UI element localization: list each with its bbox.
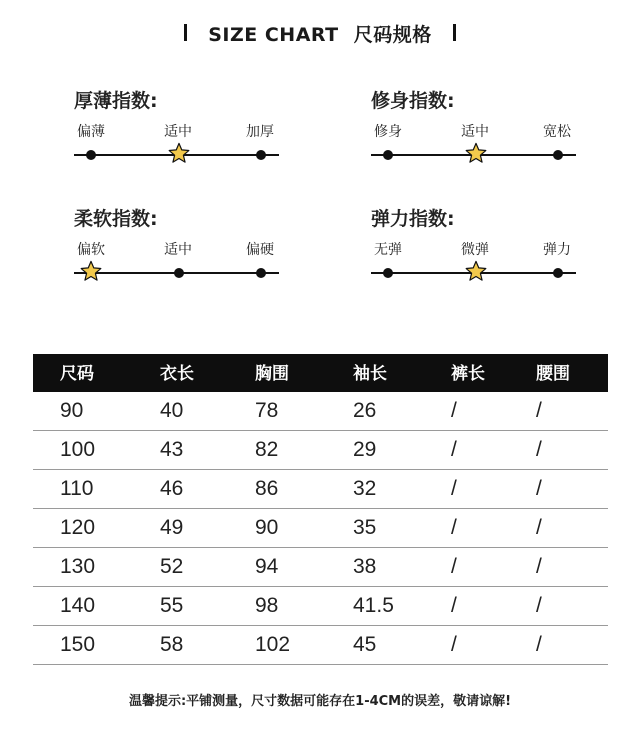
cell-length: 55 — [160, 594, 184, 617]
fit-option: 适中 — [461, 124, 489, 140]
header-length: 衣长 — [160, 364, 194, 384]
cell-sleeve: 35 — [353, 516, 377, 539]
cell-pants-length: / — [451, 516, 457, 539]
dot-icon — [256, 150, 266, 160]
dot-icon — [553, 268, 563, 278]
softness-option: 适中 — [164, 242, 192, 258]
cell-size: 150 — [60, 633, 96, 656]
cell-sleeve: 38 — [353, 555, 377, 578]
thickness-index — [74, 86, 284, 196]
header-chest: 胸围 — [255, 364, 289, 384]
star-icon — [168, 142, 190, 164]
dot-icon — [256, 268, 266, 278]
elasticity-option: 无弹 — [374, 242, 402, 258]
cell-waist: / — [536, 594, 542, 617]
elasticity-option: 弹力 — [543, 242, 571, 258]
cell-chest: 102 — [255, 633, 291, 656]
cell-waist: / — [536, 633, 542, 656]
cell-sleeve: 45 — [353, 633, 377, 656]
measurement-note: 温馨提示:平铺测量，尺寸数据可能存在1-4CM的误差，敬请谅解! — [128, 694, 512, 709]
cell-size: 100 — [60, 438, 96, 461]
cell-waist: / — [536, 477, 542, 500]
header-size: 尺码 — [60, 364, 94, 384]
softness-index-label: 柔软指数: — [74, 208, 158, 230]
star-icon — [465, 142, 487, 164]
size-table — [33, 354, 608, 665]
header-pants-length: 裤长 — [451, 364, 485, 384]
cell-length: 40 — [160, 399, 184, 422]
cell-sleeve: 26 — [353, 399, 377, 422]
softness-index — [74, 204, 284, 314]
title-cn: 尺码规格 — [353, 24, 432, 46]
star-icon — [80, 260, 102, 282]
table-body — [33, 392, 608, 665]
table-row — [33, 548, 608, 587]
star-icon — [465, 260, 487, 282]
cell-pants-length: / — [451, 594, 457, 617]
elasticity-index-label: 弹力指数: — [371, 208, 455, 230]
softness-option: 偏硬 — [246, 242, 274, 258]
dot-icon — [383, 150, 393, 160]
title-en: SIZE CHART — [208, 24, 339, 46]
table-row — [33, 626, 608, 665]
page-title — [0, 20, 640, 47]
size-chart-header — [0, 20, 640, 46]
fit-option: 修身 — [374, 124, 402, 140]
cell-pants-length: / — [451, 477, 457, 500]
cell-size: 90 — [60, 399, 84, 422]
table-row — [33, 587, 608, 626]
elasticity-index — [371, 204, 581, 314]
dot-icon — [174, 268, 184, 278]
table-header-row — [33, 354, 608, 392]
header-bar-right — [453, 24, 456, 41]
header-waist: 腰围 — [536, 364, 570, 384]
cell-size: 120 — [60, 516, 96, 539]
cell-length: 43 — [160, 438, 184, 461]
dot-icon — [383, 268, 393, 278]
cell-chest: 90 — [255, 516, 279, 539]
elasticity-option: 微弹 — [461, 242, 489, 258]
cell-waist: / — [536, 438, 542, 461]
cell-chest: 86 — [255, 477, 279, 500]
fit-option: 宽松 — [543, 124, 571, 140]
cell-pants-length: / — [451, 555, 457, 578]
cell-sleeve: 32 — [353, 477, 377, 500]
cell-chest: 98 — [255, 594, 279, 617]
cell-length: 58 — [160, 633, 184, 656]
cell-size: 130 — [60, 555, 96, 578]
dot-icon — [86, 150, 96, 160]
table-row — [33, 392, 608, 431]
cell-chest: 78 — [255, 399, 279, 422]
thickness-option: 加厚 — [246, 124, 274, 140]
header-sleeve: 袖长 — [353, 364, 387, 384]
cell-length: 49 — [160, 516, 184, 539]
cell-sleeve: 29 — [353, 438, 377, 461]
cell-length: 52 — [160, 555, 184, 578]
table-row — [33, 431, 608, 470]
cell-chest: 82 — [255, 438, 279, 461]
cell-pants-length: / — [451, 438, 457, 461]
cell-size: 110 — [60, 477, 94, 500]
cell-waist: / — [536, 555, 542, 578]
cell-length: 46 — [160, 477, 184, 500]
fit-index-label: 修身指数: — [371, 90, 455, 112]
cell-pants-length: / — [451, 633, 457, 656]
cell-size: 140 — [60, 594, 96, 617]
cell-sleeve: 41.5 — [353, 594, 394, 617]
table-row — [33, 509, 608, 548]
fit-index — [371, 86, 581, 196]
cell-pants-length: / — [451, 399, 457, 422]
table-row — [33, 470, 608, 509]
thickness-option: 适中 — [164, 124, 192, 140]
softness-option: 偏软 — [77, 242, 105, 258]
cell-waist: / — [536, 516, 542, 539]
cell-chest: 94 — [255, 555, 279, 578]
cell-waist: / — [536, 399, 542, 422]
thickness-index-label: 厚薄指数: — [74, 90, 158, 112]
thickness-option: 偏薄 — [77, 124, 105, 140]
dot-icon — [553, 150, 563, 160]
